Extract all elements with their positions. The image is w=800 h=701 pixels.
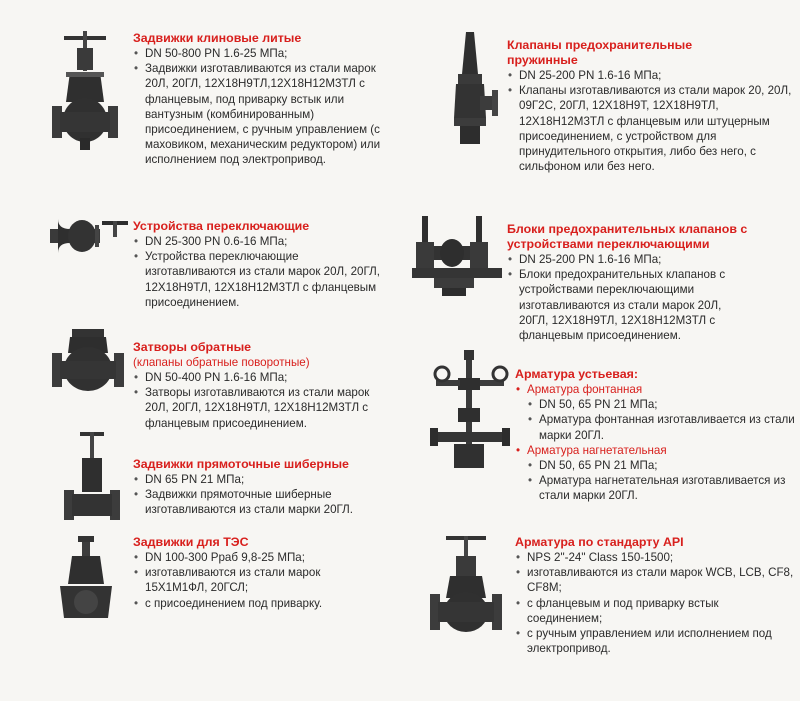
list-item: • с фланцевым и под приварку встык соединением;	[515, 596, 795, 626]
list-item: • DN 50-400 PN 1.6-16 МПа;	[133, 370, 383, 385]
section-safety-valve-blocks	[507, 222, 797, 343]
section-switching-devices	[133, 219, 383, 310]
api-valve-icon	[428, 532, 504, 636]
safety-valve-block-icon	[412, 212, 504, 300]
wellhead-group-injection	[515, 443, 795, 504]
section-title: Задвижки клиновые литые	[133, 31, 302, 45]
list-item: • с ручным управлением или исполнением под электропривод.	[515, 626, 795, 656]
section-title: Задвижки прямоточные шиберные	[133, 457, 349, 471]
list-item: • DN 100-300 Рраб 9,8-25 МПа;	[133, 550, 383, 565]
list-item: • DN 50, 65 PN 21 МПа;	[527, 397, 795, 412]
list-item: • Задвижки прямоточные шиберные изготавливаются из стали марки 20ГЛ.	[133, 487, 393, 517]
list-item: • DN 25-300 PN 0.6-16 МПа;	[133, 234, 383, 249]
check-valve-icon	[50, 325, 126, 395]
section-safety-valves	[507, 38, 797, 174]
section-title: Устройства переключающие	[133, 219, 310, 233]
group-title: Арматура нагнетательная	[527, 443, 667, 457]
list-item: • DN 50, 65 PN 21 МПа;	[527, 458, 795, 473]
list-item: • NPS 2"-24" Class 150-1500;	[515, 550, 795, 565]
section-wellhead	[515, 367, 795, 504]
section-title: Арматура устьевая:	[515, 367, 639, 381]
section-title: Клапаны предохранительные пружинные	[507, 38, 693, 67]
section-tes-valves	[133, 535, 383, 611]
list-item: • DN 25-200 PN 1.6-16 МПа;	[507, 252, 797, 267]
section-check-valves	[133, 340, 383, 431]
section-api-valves	[515, 535, 795, 656]
tes-valve-icon	[58, 534, 114, 624]
gate-valve-icon	[50, 28, 120, 158]
section-gate-valves	[133, 31, 383, 168]
list-item: • Арматура фонтанная изготавливается из стали марки 20ГЛ.	[527, 412, 795, 442]
wellhead-icon	[428, 348, 512, 472]
switching-device-icon	[50, 215, 130, 257]
section-title: Блоки предохранительных клапанов с устройствами переключающими	[507, 222, 748, 251]
list-item: • изготавливаются из стали марок 15Х1М1ФЛ, 20ГСЛ;	[133, 565, 383, 595]
section-title: Затворы обратные	[133, 340, 252, 354]
section-subtitle: (клапаны обратные поворотные)	[133, 356, 310, 369]
list-item: • Арматура нагнетательная изготавливается из стали марки 20ГЛ.	[527, 473, 795, 503]
wellhead-group-fountain	[515, 382, 795, 443]
section-title: Арматура по стандарту API	[515, 535, 684, 549]
list-item: • Клапаны изготавливаются из стали марок 20, 20Л, 09Г2С, 20ГЛ, 12Х18Н9Т, 12Х18Н9ТЛ, 12Х18Н12М3ТЛ с фланцевым или штуцерным присоединением, с устройством для принудительного открытия, либо без него, с сильфоном или без него.	[507, 83, 797, 174]
list-item: • Блоки предохранительных клапанов с устройствами переключающими изготавливаются из стали марок 20Л, 20ГЛ, 12Х18Н9ТЛ, 12Х18Н12М3ТЛ с фланцевым присоединением.	[507, 267, 749, 343]
section-slide-gate-valves	[133, 457, 393, 518]
section-title: Задвижки для ТЭС	[133, 535, 249, 549]
list-item: • DN 50-800 PN 1.6-25 МПа;	[133, 46, 383, 61]
list-item: • Затворы изготавливаются из стали марок 20Л, 20ГЛ, 12Х18Н9ТЛ, 12Х18Н12М3ТЛ с фланцевым присоединением.	[133, 385, 383, 431]
list-item: • с присоединением под приварку.	[133, 596, 383, 611]
list-item: • DN 65 PN 21 МПа;	[133, 472, 393, 487]
list-item: • Задвижки изготавливаются из стали марок 20Л, 20ГЛ, 12Х18Н9ТЛ,12Х18Н12М3ТЛ с фланцевым, под приварку встык или вантузным (комбинированным) присоединением, с ручным управлением (с маховиком, механическим редуктором) или исполнением под электропривод.	[133, 61, 383, 167]
list-item: • Устройства переключающие изготавливаются из стали марок 20Л, 20ГЛ, 12Х18Н9ТЛ, 12Х18Н12М3ТЛ с фланцевым присоединением.	[133, 249, 383, 310]
group-title: Арматура фонтанная	[527, 383, 643, 396]
slide-gate-valve-icon	[62, 428, 122, 528]
list-item: • DN 25-200 PN 1.6-16 МПа;	[507, 68, 797, 83]
safety-valve-icon	[440, 30, 500, 150]
list-item: • изготавливаются из стали марок WCB, LCB, CF8, CF8M;	[515, 565, 795, 595]
